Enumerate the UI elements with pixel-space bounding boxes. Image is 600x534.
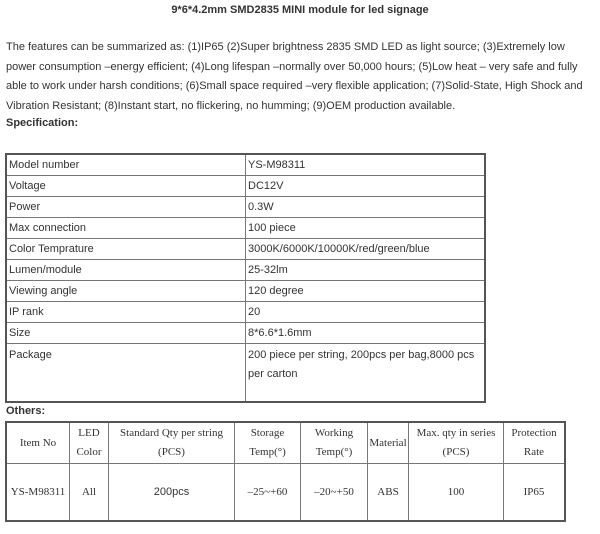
spec-row	[6, 302, 485, 323]
spec-value: DC12V	[246, 176, 486, 197]
spec-key: Lumen/module	[6, 260, 246, 281]
cell-item-no: YS-M98311	[6, 464, 70, 522]
spec-key: Viewing angle	[6, 281, 246, 302]
cell-storage-temp: –25~+60	[235, 464, 301, 522]
spec-value: 120 degree	[246, 281, 486, 302]
header-material: Material	[368, 422, 409, 464]
cell-standard-qty: 200pcs	[109, 464, 235, 522]
spec-row	[6, 197, 485, 218]
spec-key: Package	[6, 344, 246, 403]
spec-row	[6, 323, 485, 344]
features-paragraph: The features can be summarized as: (1)IP65 (2)Super brightness 2835 SMD LED as light source; (3)Extremely low power consumption –energy efficient; (4)Long lifespan –normally over 50,000 hours; (5)Low heat – very safe and fully able to work under harsh conditions; (6)Small space required –very flexible application; (7)Solid-State, High Shock and Vibration Resistant; (8)Instant start, no flickering, no humming; (9)OEM production available.	[6, 41, 583, 112]
spec-key: Voltage	[6, 176, 246, 197]
cell-working-temp: –20~+50	[301, 464, 368, 522]
cell-max-qty: 100	[409, 464, 504, 522]
header-max-qty: Max. qty in series (PCS)	[409, 422, 504, 464]
others-table	[5, 421, 566, 522]
spec-row	[6, 176, 485, 197]
specification-heading: Specification:	[6, 117, 79, 129]
spec-value: 8*6.6*1.6mm	[246, 323, 486, 344]
spec-value: 25-32lm	[246, 260, 486, 281]
header-working-temp: Working Temp(°)	[301, 422, 368, 464]
spec-value: 200 piece per string, 200pcs per bag,8000 pcs per carton	[246, 344, 486, 403]
spec-row	[6, 154, 485, 176]
specification-table	[5, 153, 486, 403]
spec-value: 100 piece	[246, 218, 486, 239]
cell-material: ABS	[368, 464, 409, 522]
spec-key: Size	[6, 323, 246, 344]
spec-row	[6, 239, 485, 260]
spec-value: 3000K/6000K/10000K/red/green/blue	[246, 239, 486, 260]
spec-row	[6, 344, 485, 403]
cell-led-color: All	[70, 464, 109, 522]
spec-row	[6, 218, 485, 239]
header-storage-temp: Storage Temp(°)	[235, 422, 301, 464]
others-heading: Others:	[6, 405, 46, 417]
others-data-row	[6, 464, 565, 522]
others-header-row	[6, 422, 565, 464]
spec-value: 20	[246, 302, 486, 323]
spec-key: Power	[6, 197, 246, 218]
spec-row	[6, 260, 485, 281]
spec-value: YS-M98311	[246, 154, 486, 176]
header-protection-rate: Protection Rate	[504, 422, 566, 464]
spec-key: Max connection	[6, 218, 246, 239]
spec-value: 0.3W	[246, 197, 486, 218]
spec-key: Color Temprature	[6, 239, 246, 260]
header-item-no: Item No	[6, 422, 70, 464]
header-standard-qty: Standard Qty per string (PCS)	[109, 422, 235, 464]
spec-key: Model number	[6, 154, 246, 176]
cell-protection-rate: IP65	[504, 464, 566, 522]
spec-key: IP rank	[6, 302, 246, 323]
page-title: 9*6*4.2mm SMD2835 MINI module for led signage	[171, 4, 429, 16]
spec-row	[6, 281, 485, 302]
header-led-color: LED Color	[70, 422, 109, 464]
